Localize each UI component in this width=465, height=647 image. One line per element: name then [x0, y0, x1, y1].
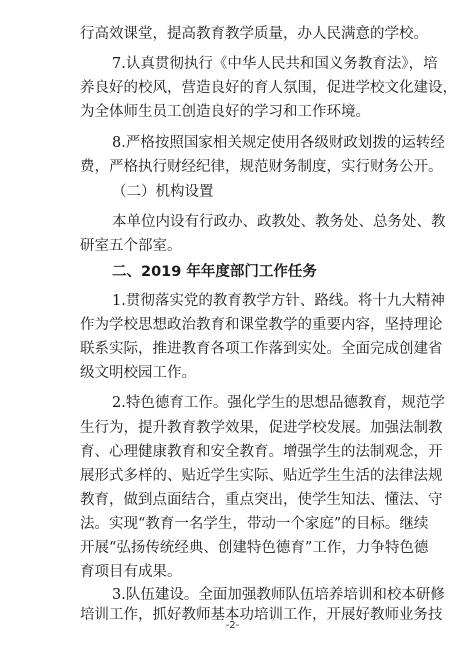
text-line: 费，严格执行财经纪律，规范财务制度，实行财务公开。 [80, 159, 443, 175]
text-line: 养良好的校风，营造良好的育人氛围，促进学校文化建设， [80, 80, 457, 96]
text-line: 育、心理健康教育和安全教育。增强学生的法制观念，开 [80, 444, 443, 460]
section-subheading: （二）机构设置 [112, 184, 214, 200]
section-heading: 二、2019 年年度部门工作任务 [112, 264, 317, 280]
text-line: 7.认真贯彻执行《中华人民共和国义务教育法》，培 [112, 56, 438, 72]
text-line: 作为学校思想政治教育和课堂教学的重要内容，坚持理论 [80, 317, 443, 333]
text-line: 本单位内设有行政办、政教处、教务处、总务处、教 [112, 214, 446, 230]
text-line: 研室五个部室。 [80, 238, 182, 254]
text-line: 级文明校园工作。 [80, 365, 196, 381]
text-line: 为全体师生员工创造良好的学习和工作环境。 [80, 104, 370, 120]
text-line: 法。实现“教育一名学生，带动一个家庭”的目标。继续 [80, 516, 429, 532]
text-line: 2.特色德育工作。强化学生的思想品德教育，规范学 [112, 395, 445, 411]
text-line: 生行为，提升教育教学效果，促进学校发展。加强法制教 [80, 420, 443, 436]
text-line: 联系实际，推进教育各项工作落到实处。全面完成创建省 [80, 341, 443, 357]
page-number: -2- [225, 620, 240, 631]
text-line: 教育，做到点面结合，重点突出，使学生知法、懂法、守 [80, 492, 443, 508]
text-line: 1.贯彻落实党的教育教学方针、路线。将十九大精神 [112, 293, 445, 309]
text-line: 展形式多样的、贴近学生实际、贴近学生生活的法律法规 [80, 468, 443, 484]
text-line: 培训工作，抓好教师基本功培训工作，开展好教师业务技 [80, 607, 443, 623]
text-line: 育项目有成果。 [80, 564, 182, 580]
text-line: 开展“弘扬传统经典、创建特色德育”工作，力争特色德 [80, 540, 429, 556]
text-line: 行高效课堂，提高教育教学质量，办人民满意的学校。 [80, 26, 428, 42]
text-line: 8.严格按照国家相关规定使用各级财政划拨的运转经 [112, 135, 445, 151]
text-line: 3.队伍建设。全面加强教师队伍培养培训和校本研修 [112, 587, 445, 603]
